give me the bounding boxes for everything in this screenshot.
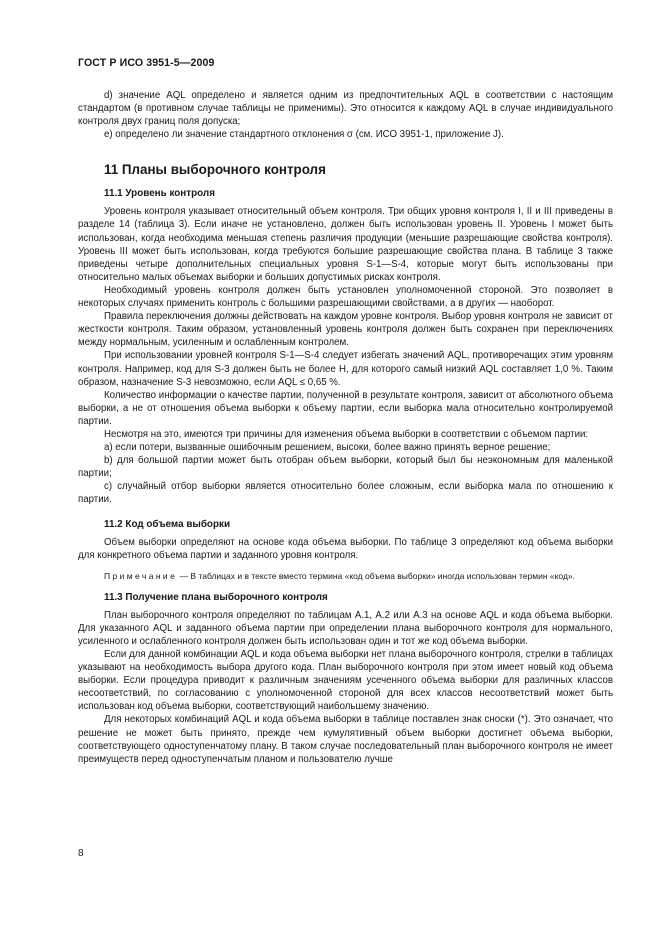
- standard-header: ГОСТ Р ИСО 3951-5—2009: [78, 57, 215, 69]
- paragraph: d) значение AQL определено и является одним из предпочтительных AQL в соответствии с настоящим стандартом (в противном случае таблицы не применимы). Это относится к каждому AQL в случае индивидуального контроля двух границ поля допуска;: [78, 90, 613, 128]
- paragraph: Объем выборки определяют на основе кода объема выборки. По таблице 3 определяют код объема выборки для конкретного объема партии и заданного уровня контроля.: [78, 536, 613, 561]
- paragraph: Несмотря на это, имеются три причины для изменения объема выборки в соответствии с объемом партии:: [104, 428, 589, 440]
- paragraph: Необходимый уровень контроля должен быть установлен уполномоченной стороной. Это позволяет в некоторых случаях применить контроль с большими разрешающими свойствами, а в других — наоборот.: [78, 284, 613, 310]
- subsection-11-2-body: [78, 536, 613, 582]
- paragraph: Количество информации о качестве партии, полученной в результате контроля, зависит от абсолютного объема выборки, а не от отношения объема выборки к объему партии, если выборка мала относительно контролируемой партии.: [78, 389, 613, 427]
- paragraph: При использовании уровней контроля S-1—S-4 следует избегать значений AQL, противоречащих этим уровням контроля. Например, код для S-3 должен быть не более Н, для которого самый низкий AQL составляет 1,0 %. Таким образом, назначение S-3 невозможно, если AQL ≤ 0,65 %.: [78, 350, 613, 388]
- paragraph: e) определено ли значение стандартного отклонения σ (см. ИСО 3951-1, приложение J).: [104, 129, 504, 141]
- page-number: 8: [78, 848, 84, 859]
- subsection-title-11-2: 11.2 Код объема выборки: [104, 518, 231, 530]
- paragraph: Если для данной комбинации AQL и кода объема выборки нет плана выборочного контроля, стрелки в таблицах указывают на необходимость выбора другого кода. План выборочного контроля при этом имеет новый код объема выборки. Если процедура приводит к различным значениям усеченного объема выборки для различных классов несоответствий, по согласованию с уполномоченной стороной для всех классов несоответствий может быть использован код объема выборки, соответствующий наибольшему значению.: [78, 649, 613, 713]
- paragraph: Уровень контроля указывает относительный объем контроля. Три общих уровня контроля I, II и III приведены в разделе 14 (таблица 3). Если иначе не установлено, должен быть использован уровень II. Уровень I может быть использован, когда необходима меньшая степень различия продукции (меньшие разрешающие свойства контроля). Уровень III может быть использован, когда требуются большие разрешающие свойства плана. В таблице 3 также приведены четыре дополнительных специальных уровня S-1—S-4, которые могут быть использованы при относительно малых объемах выборки и больших допустимых рисках контроля.: [78, 206, 613, 283]
- note-text: — В таблицах и в тексте вместо термина «код объема выборки» иногда использован термин «код».: [177, 570, 576, 581]
- subsection-11-3-body: [78, 609, 613, 766]
- list-item: a) если потери, вызванные ошибочным решением, высоки, более важно принять верное решение;: [104, 442, 551, 454]
- paragraph: Правила переключения должны действовать на каждом уровне контроля. Выбор уровня контроля не зависит от жесткости контроля. Таким образом, установленный уровень контроля должен быть сохранен при переключениях между нормальным, усиленным и ослабленным контролем.: [78, 311, 613, 349]
- list-item: b) для большой партии может быть отобран объем выборки, который был бы неэкономным для маленькой партии;: [78, 455, 613, 480]
- note: [78, 570, 613, 582]
- list-item: c) случайный отбор выборки является относительно более сложным, если выборка мала по отношению к партии.: [78, 481, 613, 506]
- paragraph: План выборочного контроля определяют по таблицам А.1, А.2 или А.3 на основе AQL и кода объема выборки. Для указанного AQL и заданного объема партии при определении плана выборочного контроля для нормального, усиленного и ослабленного контроля должен быть использован один и тот же код объема выборки.: [78, 609, 613, 647]
- subsection-title-11-3: 11.3 Получение плана выборочного контроля: [104, 591, 328, 603]
- intro-block: [78, 89, 613, 141]
- note-label: Примечание: [104, 570, 178, 581]
- paragraph: Для некоторых комбинаций AQL и кода объема выборки в таблице поставлен знак сноски (*). Это означает, что решение не может быть принято, прежде чем кумулятивный объем выборки достигнет объема выборки, соответствующего одноступенчатому плану. В таком случае последовательный план выборочного контроля не имеет преимуществ перед одноступенчатым планом и пользователю лучше: [78, 714, 613, 765]
- subsection-11-1-body: [78, 205, 613, 506]
- section-title: 11 Планы выборочного контроля: [104, 162, 326, 178]
- subsection-title-11-1: 11.1 Уровень контроля: [104, 188, 215, 200]
